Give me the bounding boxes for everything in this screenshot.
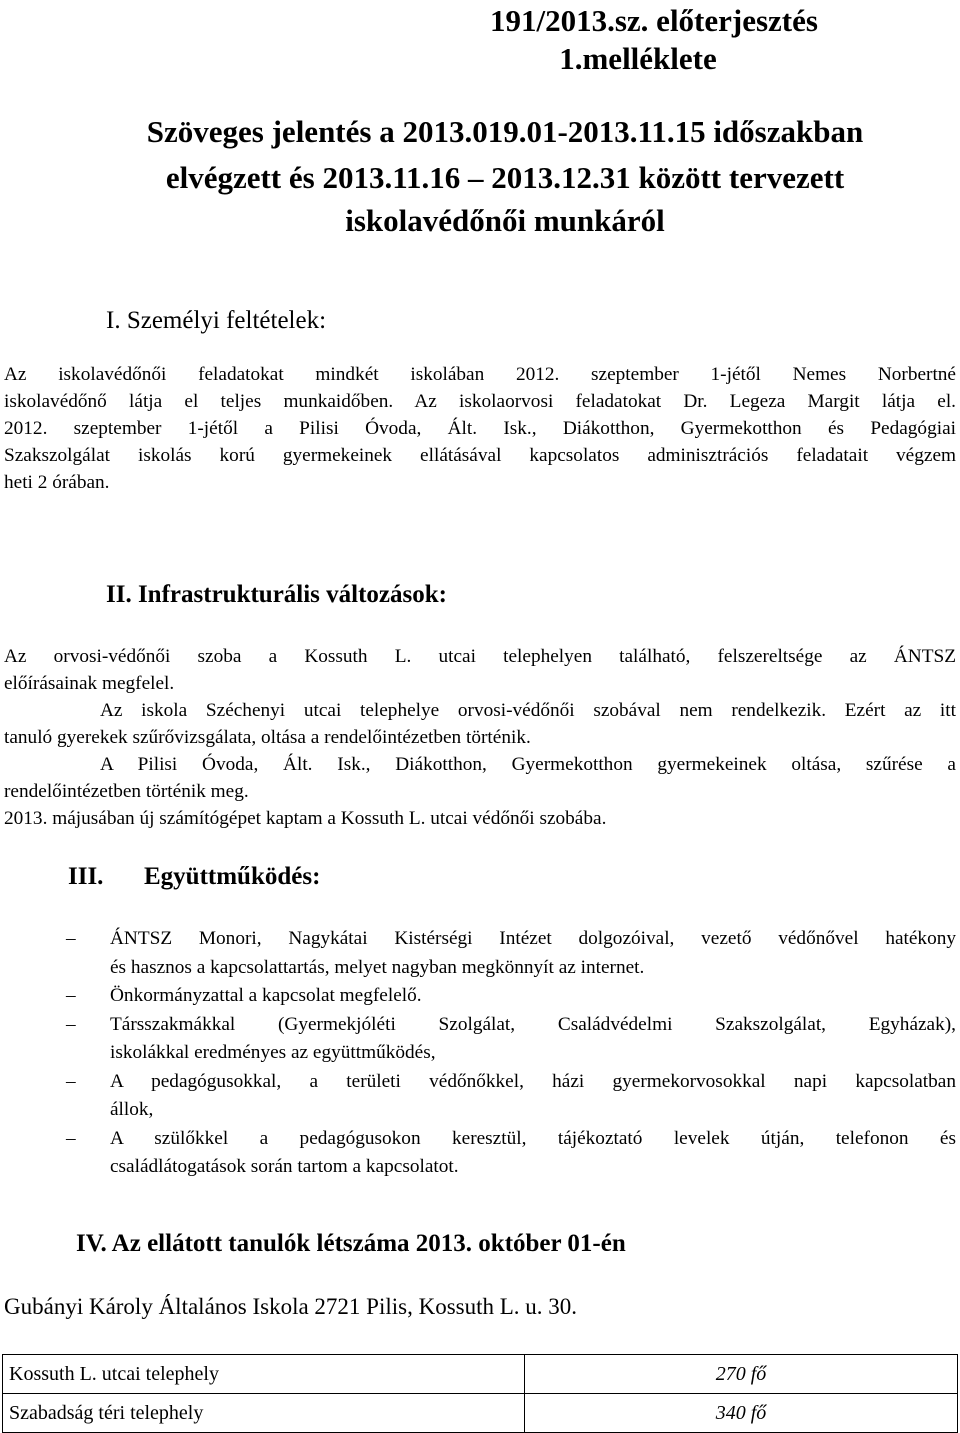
list-item	[66, 982, 956, 1011]
section-2-line: Az iskola Széchenyi utcai telephelye orvosi-védőnői szobával nem rendelkezik. Ezért az itt	[100, 700, 956, 721]
section-2-line: előírásainak megfelel.	[4, 673, 175, 694]
dash-bullet-icon: –	[66, 1013, 76, 1035]
section-1-line: iskolavédőnő látja el teljes munkaidőben. Az iskolaorvosi feladatokat Dr. Legeza Margit látja el.	[4, 391, 956, 412]
section-2-line: rendelőintézetben történik meg.	[4, 781, 249, 802]
section-2-heading: II. Infrastrukturális változások:	[106, 581, 447, 608]
table-row	[3, 1355, 958, 1394]
section-2-paragraph	[4, 643, 956, 832]
section-2-line: tanuló gyerekek szűrővizsgálata, oltása a rendelőintézetben történik.	[4, 727, 531, 748]
list-item-line: Társszakmákkal (Gyermekjóléti Szolgálat, Családvédelmi Szakszolgálat, Egyházak),	[110, 1013, 956, 1035]
student-count: 270 fő	[525, 1355, 958, 1394]
section-2-line: Az orvosi-védőnői szoba a Kossuth L. utcai telephelyen található, felszereltsége az ÁNTSZ	[4, 646, 956, 667]
section-1-paragraph	[4, 361, 956, 496]
report-title-line-3: iskolavédőnői munkáról	[345, 203, 665, 238]
dash-bullet-icon: –	[66, 1070, 76, 1092]
list-item-line: Önkormányzattal a kapcsolat megfelelő.	[110, 985, 422, 1006]
section-1-line: Az iskolavédőnői feladatokat mindkét iskolában 2012. szeptember 1-jétől Nemes Norbertné	[4, 364, 956, 385]
section-1-heading: I. Személyi feltételek:	[106, 307, 327, 334]
student-count: 340 fő	[525, 1394, 958, 1433]
student-count-table	[2, 1354, 958, 1433]
table-row	[3, 1394, 958, 1433]
list-item-line: A szülőkkel a pedagógusokon keresztül, tájékoztató levelek útján, telefonon és	[110, 1127, 956, 1149]
section-1-line: heti 2 órában.	[4, 472, 110, 493]
dash-bullet-icon: –	[66, 928, 76, 949]
list-item	[66, 1125, 956, 1182]
section-3-number: III.	[68, 863, 104, 890]
dash-bullet-icon: –	[66, 1127, 76, 1149]
section-2-line: A Pilisi Óvoda, Ált. Isk., Diákotthon, Gyermekotthon gyermekeinek oltása, szűrése a	[100, 754, 956, 775]
report-title-line-1: Szöveges jelentés a 2013.019.01-2013.11.15 időszakban	[146, 114, 864, 149]
dash-bullet-icon: –	[66, 985, 76, 1006]
site-name: Kossuth L. utcai telephely	[3, 1355, 525, 1394]
list-item	[66, 1011, 956, 1068]
section-4-heading: IV. Az ellátott tanulók létszáma 2013. október 01-én	[76, 1230, 626, 1257]
cooperation-list	[66, 925, 956, 1182]
section-3-heading: Együttműködés:	[144, 863, 321, 890]
list-item	[66, 1068, 956, 1125]
school-address: Gubányi Károly Általános Iskola 2721 Pilis, Kossuth L. u. 30.	[4, 1294, 578, 1319]
report-title-line-2: elvégzett és 2013.11.16 – 2013.12.31 között tervezett	[165, 160, 845, 195]
attachment-label: 1.melléklete	[559, 41, 717, 76]
site-name: Szabadság téri telephely	[3, 1394, 525, 1433]
document-reference: 191/2013.sz. előterjesztés	[490, 3, 818, 38]
section-1-line: Szakszolgálat iskolás korú gyermekeinek ellátásával kapcsolatos adminisztrációs feladatait végzem	[4, 445, 956, 466]
list-item	[66, 925, 956, 982]
list-item-line: A pedagógusokkal, a területi védőnőkkel, házi gyermekorvosokkal napi kapcsolatban	[110, 1070, 956, 1092]
list-item-line: iskolákkal eredményes az együttműködés,	[110, 1042, 436, 1063]
list-item-line: ÁNTSZ Monori, Nagykátai Kistérségi Intézet dolgozóival, vezető védőnővel hatékony	[110, 928, 956, 949]
list-item-line: és hasznos a kapcsolattartás, melyet nagyban megkönnyít az internet.	[110, 956, 645, 978]
list-item-line: családlátogatások során tartom a kapcsolatot.	[110, 1156, 459, 1177]
section-1-line: 2012. szeptember 1-jétől a Pilisi Óvoda, Ált. Isk., Diákotthon, Gyermekotthon és Pedagógiai	[4, 418, 956, 439]
section-2-line: 2013. májusában új számítógépet kaptam a Kossuth L. utcai védőnői szobába.	[4, 808, 607, 829]
list-item-line: állok,	[110, 1099, 154, 1120]
